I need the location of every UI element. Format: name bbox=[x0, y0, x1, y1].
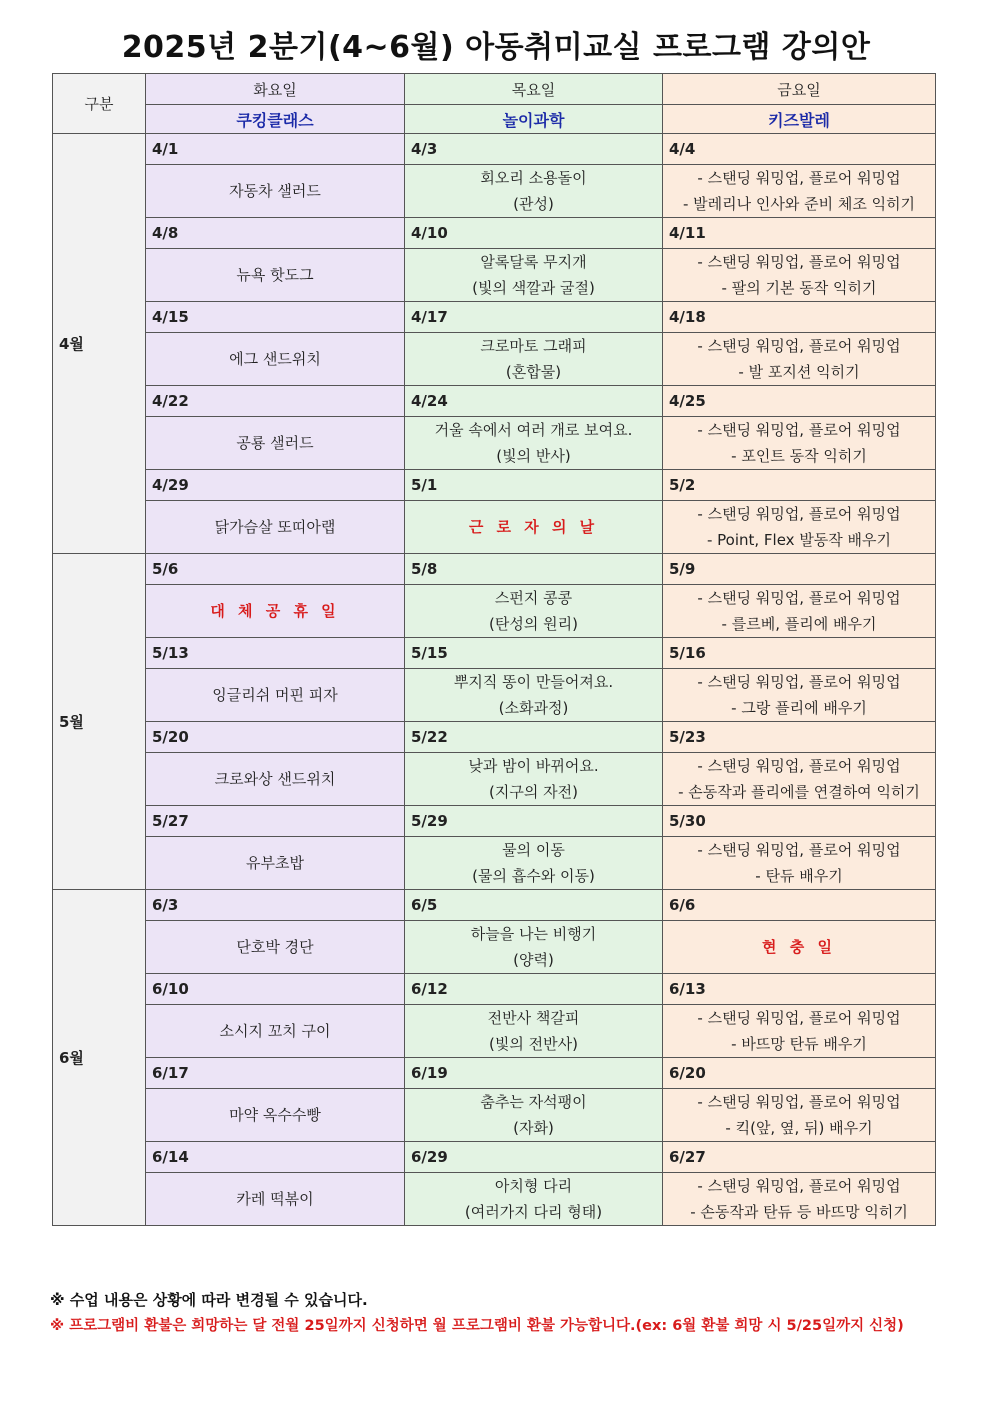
content-line: 공룡 샐러드 bbox=[236, 434, 314, 452]
fri-content-cell bbox=[663, 333, 936, 386]
content-line: 하늘을 나는 비행기 bbox=[470, 925, 597, 943]
content-line: (빛의 반사) bbox=[496, 447, 571, 465]
content-line: (소화과정) bbox=[498, 699, 569, 717]
fri-date-cell: 4/25 bbox=[663, 386, 936, 417]
gubun-header: 구분 bbox=[53, 74, 146, 134]
tue-content-cell bbox=[146, 1089, 405, 1142]
content-line: - 스탠딩 워밍업, 플로어 워밍업 bbox=[697, 1009, 901, 1027]
content-row bbox=[53, 1089, 936, 1142]
tue-date-cell: 5/20 bbox=[146, 722, 405, 753]
tue-date-cell: 5/6 bbox=[146, 554, 405, 585]
date-row bbox=[53, 974, 936, 1005]
content-line: - 손동작과 탄듀 등 바뜨망 익히기 bbox=[690, 1203, 908, 1221]
thu-content-cell bbox=[405, 1005, 663, 1058]
date-row bbox=[53, 218, 936, 249]
thu-date-cell: 5/22 bbox=[405, 722, 663, 753]
tue-content-cell bbox=[146, 837, 405, 890]
content-line: 뉴욕 핫도그 bbox=[236, 266, 314, 284]
content-line: 카레 떡볶이 bbox=[236, 1190, 314, 1208]
thu-date-cell: 4/10 bbox=[405, 218, 663, 249]
date-row bbox=[53, 1058, 936, 1089]
date-row bbox=[53, 806, 936, 837]
tue-content-cell bbox=[146, 333, 405, 386]
content-row bbox=[53, 165, 936, 218]
fri-content-cell bbox=[663, 1005, 936, 1058]
tue-date-cell: 6/10 bbox=[146, 974, 405, 1005]
fri-date-cell: 5/30 bbox=[663, 806, 936, 837]
content-line: (지구의 자전) bbox=[489, 783, 578, 801]
thu-date-cell: 4/3 bbox=[405, 134, 663, 165]
tue-content-cell bbox=[146, 417, 405, 470]
content-row bbox=[53, 1005, 936, 1058]
date-row bbox=[53, 386, 936, 417]
content-line: - 를르베, 플리에 배우기 bbox=[721, 615, 877, 633]
content-line: 유부초밥 bbox=[246, 854, 304, 872]
thu-date-cell: 6/12 bbox=[405, 974, 663, 1005]
content-line: - 스탠딩 워밍업, 플로어 워밍업 bbox=[697, 169, 901, 187]
content-line: 잉글리쉬 머핀 피자 bbox=[212, 686, 338, 704]
fri-content-cell bbox=[663, 249, 936, 302]
date-row bbox=[53, 890, 936, 921]
class-header-cooking: 쿠킹클래스 bbox=[146, 105, 405, 134]
fri-date-cell: 6/27 bbox=[663, 1142, 936, 1173]
thu-date-cell: 5/8 bbox=[405, 554, 663, 585]
fri-content-cell bbox=[663, 669, 936, 722]
tue-content-cell bbox=[146, 1005, 405, 1058]
content-row bbox=[53, 837, 936, 890]
content-line: 알록달록 무지개 bbox=[480, 253, 587, 271]
content-line: 뿌지직 똥이 만들어져요. bbox=[453, 673, 614, 691]
fri-date-cell: 5/16 bbox=[663, 638, 936, 669]
content-line: 소시지 꼬치 구이 bbox=[219, 1022, 331, 1040]
content-row bbox=[53, 1173, 936, 1226]
fri-content-cell bbox=[663, 417, 936, 470]
thu-content-cell bbox=[405, 1173, 663, 1226]
fri-date-cell: 5/2 bbox=[663, 470, 936, 501]
tue-content-cell bbox=[146, 501, 405, 554]
fri-date-cell: 5/9 bbox=[663, 554, 936, 585]
content-row bbox=[53, 249, 936, 302]
content-line: - 스탠딩 워밍업, 플로어 워밍업 bbox=[697, 1177, 901, 1195]
date-row bbox=[53, 722, 936, 753]
thu-content-cell bbox=[405, 1089, 663, 1142]
notice-refund: ※ 프로그램비 환불은 희망하는 달 전월 25일까지 신청하면 월 프로그램비 환불 가능합니다.(ex: 6월 환불 희망 시 5/25일까지 신청) bbox=[50, 1318, 904, 1334]
fri-date-cell: 4/11 bbox=[663, 218, 936, 249]
tue-date-cell: 5/13 bbox=[146, 638, 405, 669]
content-line: 거울 속에서 여러 개로 보여요. bbox=[434, 421, 633, 439]
thu-content-cell bbox=[405, 585, 663, 638]
fri-content-cell bbox=[663, 921, 936, 974]
content-line: (빛의 색깔과 굴절) bbox=[472, 279, 595, 297]
content-row bbox=[53, 585, 936, 638]
tue-date-cell: 6/17 bbox=[146, 1058, 405, 1089]
content-line: (탄성의 원리) bbox=[489, 615, 578, 633]
thu-date-cell: 6/5 bbox=[405, 890, 663, 921]
content-line: (여러가지 다리 형태) bbox=[464, 1203, 603, 1221]
day-header-friday: 금요일 bbox=[663, 74, 936, 105]
content-line: - 포인트 동작 익히기 bbox=[731, 447, 867, 465]
fri-content-cell bbox=[663, 1173, 936, 1226]
day-header-tuesday: 화요일 bbox=[146, 74, 405, 105]
content-line: - 스탠딩 워밍업, 플로어 워밍업 bbox=[697, 1093, 901, 1111]
month-label: 4월 bbox=[53, 134, 146, 554]
tue-date-cell: 6/3 bbox=[146, 890, 405, 921]
month-label: 6월 bbox=[53, 890, 146, 1226]
content-line: 에그 샌드위치 bbox=[229, 350, 321, 368]
date-row bbox=[53, 1142, 936, 1173]
content-line: - Point, Flex 발동작 배우기 bbox=[706, 531, 892, 549]
content-line: - 킥(앞, 옆, 뒤) 배우기 bbox=[725, 1119, 873, 1137]
thu-date-cell: 5/1 bbox=[405, 470, 663, 501]
content-line: 전반사 책갈피 bbox=[487, 1009, 580, 1027]
class-header-ballet: 키즈발레 bbox=[663, 105, 936, 134]
tue-content-cell bbox=[146, 165, 405, 218]
date-row bbox=[53, 134, 936, 165]
fri-date-cell: 5/23 bbox=[663, 722, 936, 753]
tue-content-cell bbox=[146, 585, 405, 638]
thu-content-cell bbox=[405, 501, 663, 554]
content-line: 자동차 샐러드 bbox=[229, 182, 321, 200]
fri-date-cell: 4/18 bbox=[663, 302, 936, 333]
tue-date-cell: 6/14 bbox=[146, 1142, 405, 1173]
tue-date-cell: 5/27 bbox=[146, 806, 405, 837]
tue-content-cell bbox=[146, 753, 405, 806]
content-row bbox=[53, 417, 936, 470]
holiday-label: 대 체 공 휴 일 bbox=[210, 602, 340, 620]
date-row bbox=[53, 470, 936, 501]
thu-content-cell bbox=[405, 417, 663, 470]
tue-date-cell: 4/1 bbox=[146, 134, 405, 165]
fri-content-cell bbox=[663, 753, 936, 806]
content-line: 춤추는 자석팽이 bbox=[480, 1093, 587, 1111]
date-row bbox=[53, 302, 936, 333]
content-line: (관성) bbox=[513, 195, 554, 213]
content-line: - 탄듀 배우기 bbox=[755, 867, 843, 885]
thu-content-cell bbox=[405, 669, 663, 722]
schedule-body bbox=[53, 134, 936, 1226]
holiday-label: 근 로 자 의 날 bbox=[468, 518, 599, 536]
content-row bbox=[53, 753, 936, 806]
content-line: 물의 이동 bbox=[502, 841, 565, 859]
content-line: (양력) bbox=[513, 951, 554, 969]
fri-date-cell: 6/13 bbox=[663, 974, 936, 1005]
content-row bbox=[53, 501, 936, 554]
thu-content-cell bbox=[405, 333, 663, 386]
thu-date-cell: 6/19 bbox=[405, 1058, 663, 1089]
thu-content-cell bbox=[405, 165, 663, 218]
content-line: - 스탠딩 워밍업, 플로어 워밍업 bbox=[697, 589, 901, 607]
notice-change: ※ 수업 내용은 상황에 따라 변경될 수 있습니다. bbox=[50, 1291, 368, 1309]
content-line: 마약 옥수수빵 bbox=[229, 1106, 321, 1124]
content-line: 크로마토 그래피 bbox=[480, 337, 587, 355]
fri-content-cell bbox=[663, 837, 936, 890]
content-line: - 스탠딩 워밍업, 플로어 워밍업 bbox=[697, 253, 901, 271]
month-label: 5월 bbox=[53, 554, 146, 890]
content-line: (빛의 전반사) bbox=[489, 1035, 578, 1053]
content-line: - 발 포지션 익히기 bbox=[738, 363, 860, 381]
content-line: - 스탠딩 워밍업, 플로어 워밍업 bbox=[697, 841, 901, 859]
tue-date-cell: 4/29 bbox=[146, 470, 405, 501]
fri-date-cell: 6/6 bbox=[663, 890, 936, 921]
content-line: - 팔의 기본 동작 익히기 bbox=[721, 279, 877, 297]
tue-content-cell bbox=[146, 669, 405, 722]
content-line: 크로와상 샌드위치 bbox=[214, 770, 336, 788]
content-line: 닭가슴살 또띠아랩 bbox=[214, 518, 336, 536]
thu-date-cell: 5/29 bbox=[405, 806, 663, 837]
thu-content-cell bbox=[405, 837, 663, 890]
content-row bbox=[53, 333, 936, 386]
content-line: - 스탠딩 워밍업, 플로어 워밍업 bbox=[697, 757, 901, 775]
content-line: 스펀지 콩콩 bbox=[494, 589, 573, 607]
tue-content-cell bbox=[146, 1173, 405, 1226]
thu-content-cell bbox=[405, 921, 663, 974]
content-line: 단호박 경단 bbox=[236, 938, 314, 956]
content-line: - 스탠딩 워밍업, 플로어 워밍업 bbox=[697, 337, 901, 355]
schedule-table bbox=[52, 73, 936, 1226]
content-line: (물의 흡수와 이동) bbox=[472, 867, 595, 885]
thu-date-cell: 6/29 bbox=[405, 1142, 663, 1173]
class-header-science: 놀이과학 bbox=[405, 105, 663, 134]
fri-date-cell: 4/4 bbox=[663, 134, 936, 165]
fri-content-cell bbox=[663, 585, 936, 638]
tue-date-cell: 4/22 bbox=[146, 386, 405, 417]
date-row bbox=[53, 638, 936, 669]
content-line: 회오리 소용돌이 bbox=[480, 169, 587, 187]
thu-content-cell bbox=[405, 753, 663, 806]
thu-content-cell bbox=[405, 249, 663, 302]
tue-content-cell bbox=[146, 249, 405, 302]
content-line: - 손동작과 플리에를 연결하여 익히기 bbox=[678, 783, 920, 801]
day-header-thursday: 목요일 bbox=[405, 74, 663, 105]
content-line: 낮과 밤이 바뀌어요. bbox=[468, 757, 599, 775]
content-line: - 스탠딩 워밍업, 플로어 워밍업 bbox=[697, 421, 901, 439]
date-row bbox=[53, 554, 936, 585]
tue-date-cell: 4/8 bbox=[146, 218, 405, 249]
content-row bbox=[53, 669, 936, 722]
thu-date-cell: 4/24 bbox=[405, 386, 663, 417]
fri-date-cell: 6/20 bbox=[663, 1058, 936, 1089]
content-line: - 스탠딩 워밍업, 플로어 워밍업 bbox=[697, 673, 901, 691]
content-line: (혼합물) bbox=[505, 363, 562, 381]
thu-date-cell: 5/15 bbox=[405, 638, 663, 669]
fri-content-cell bbox=[663, 1089, 936, 1142]
fri-content-cell bbox=[663, 501, 936, 554]
content-line: (자화) bbox=[513, 1119, 554, 1137]
content-line: - 그랑 플리에 배우기 bbox=[731, 699, 867, 717]
tue-date-cell: 4/15 bbox=[146, 302, 405, 333]
content-line: - 바뜨망 탄듀 배우기 bbox=[731, 1035, 867, 1053]
content-row bbox=[53, 921, 936, 974]
holiday-label: 현 충 일 bbox=[762, 938, 836, 956]
fri-content-cell bbox=[663, 165, 936, 218]
thu-date-cell: 4/17 bbox=[405, 302, 663, 333]
page-title: 2025년 2분기(4~6월) 아동취미교실 프로그램 강의안 bbox=[121, 30, 871, 65]
content-line: - 발레리나 인사와 준비 체조 익히기 bbox=[682, 195, 916, 213]
content-line: 아치형 다리 bbox=[494, 1177, 573, 1195]
tue-content-cell bbox=[146, 921, 405, 974]
content-line: - 스탠딩 워밍업, 플로어 워밍업 bbox=[697, 505, 901, 523]
